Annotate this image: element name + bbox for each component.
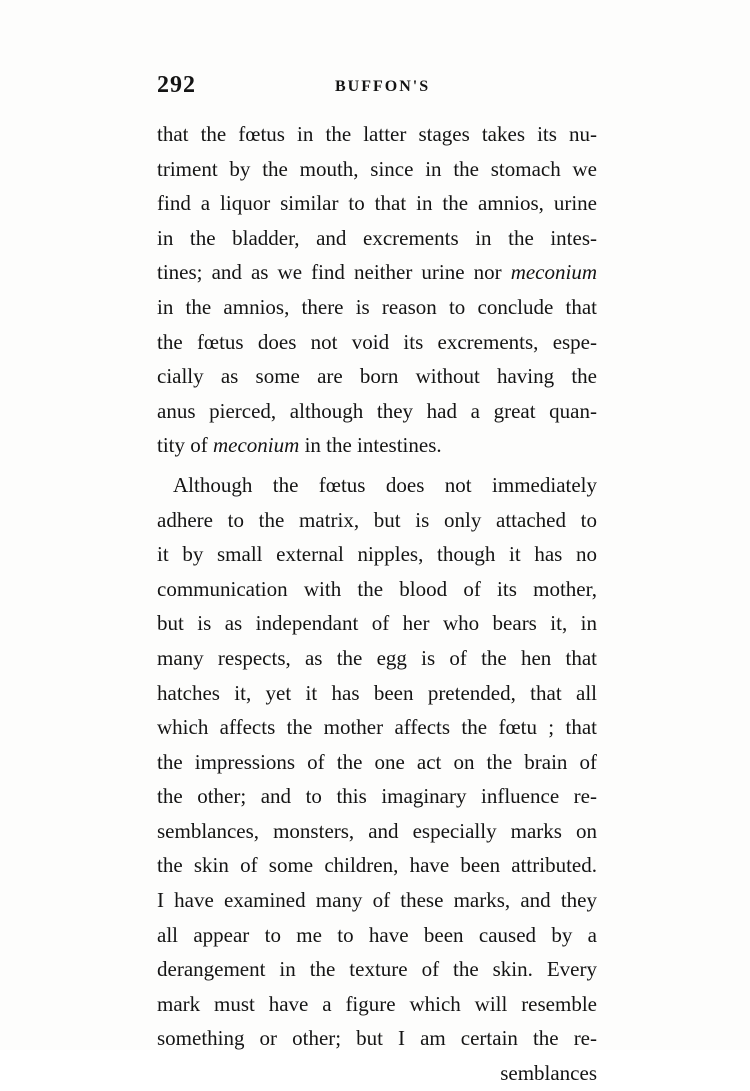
- page-number: 292: [157, 72, 196, 98]
- text-line: triment by the mouth, since in the stomach we: [157, 156, 597, 181]
- text-line: tines; and as we find neither urine nor meconium: [157, 260, 597, 285]
- catchword: semblances: [500, 1061, 597, 1086]
- body-text: [157, 117, 597, 1091]
- text-line: hatches it, yet it has been pretended, that all: [157, 680, 597, 705]
- text-line: Although the fœtus does not immediately: [173, 472, 597, 497]
- text-line: it by small external nipples, though it has no: [157, 542, 597, 567]
- text-line: in the amnios, there is reason to conclude that: [157, 294, 597, 319]
- page-header: [157, 72, 597, 102]
- text-line: but is as independant of her who bears it, in: [157, 611, 597, 636]
- text-line: many respects, as the egg is of the hen that: [157, 645, 597, 670]
- text-line: mark must have a figure which will resemble: [157, 991, 597, 1016]
- text-line: the skin of some children, have been attributed.: [157, 853, 597, 878]
- text-line: I have examined many of these marks, and they: [157, 888, 597, 913]
- text-line: the other; and to this imaginary influence re-: [157, 784, 597, 809]
- text-line: derangement in the texture of the skin. Every: [157, 957, 597, 982]
- text-line: the impressions of the one act on the brain of: [157, 749, 597, 774]
- text-line: communication with the blood of its mother,: [157, 576, 597, 601]
- text-line: which affects the mother affects the fœtu ; that: [157, 715, 597, 740]
- text-line: something or other; but I am certain the re-: [157, 1026, 597, 1051]
- text-line: find a liquor similar to that in the amnios, urine: [157, 191, 597, 216]
- text-line: in the bladder, and excrements in the intes-: [157, 225, 597, 250]
- text-line: that the fœtus in the latter stages takes its nu-: [157, 122, 597, 146]
- text-line: the fœtus does not void its excrements, espe-: [157, 329, 597, 354]
- text-line: tity of meconium in the intestines.: [157, 433, 442, 458]
- text-line: cially as some are born without having the: [157, 364, 597, 389]
- text-line: anus pierced, although they had a great quan-: [157, 398, 597, 423]
- running-head: BUFFON'S: [335, 78, 431, 95]
- text-line: all appear to me to have been caused by a: [157, 922, 597, 947]
- text-line: adhere to the matrix, but is only attached to: [157, 507, 597, 532]
- text-line: semblances, monsters, and especially marks on: [157, 818, 597, 843]
